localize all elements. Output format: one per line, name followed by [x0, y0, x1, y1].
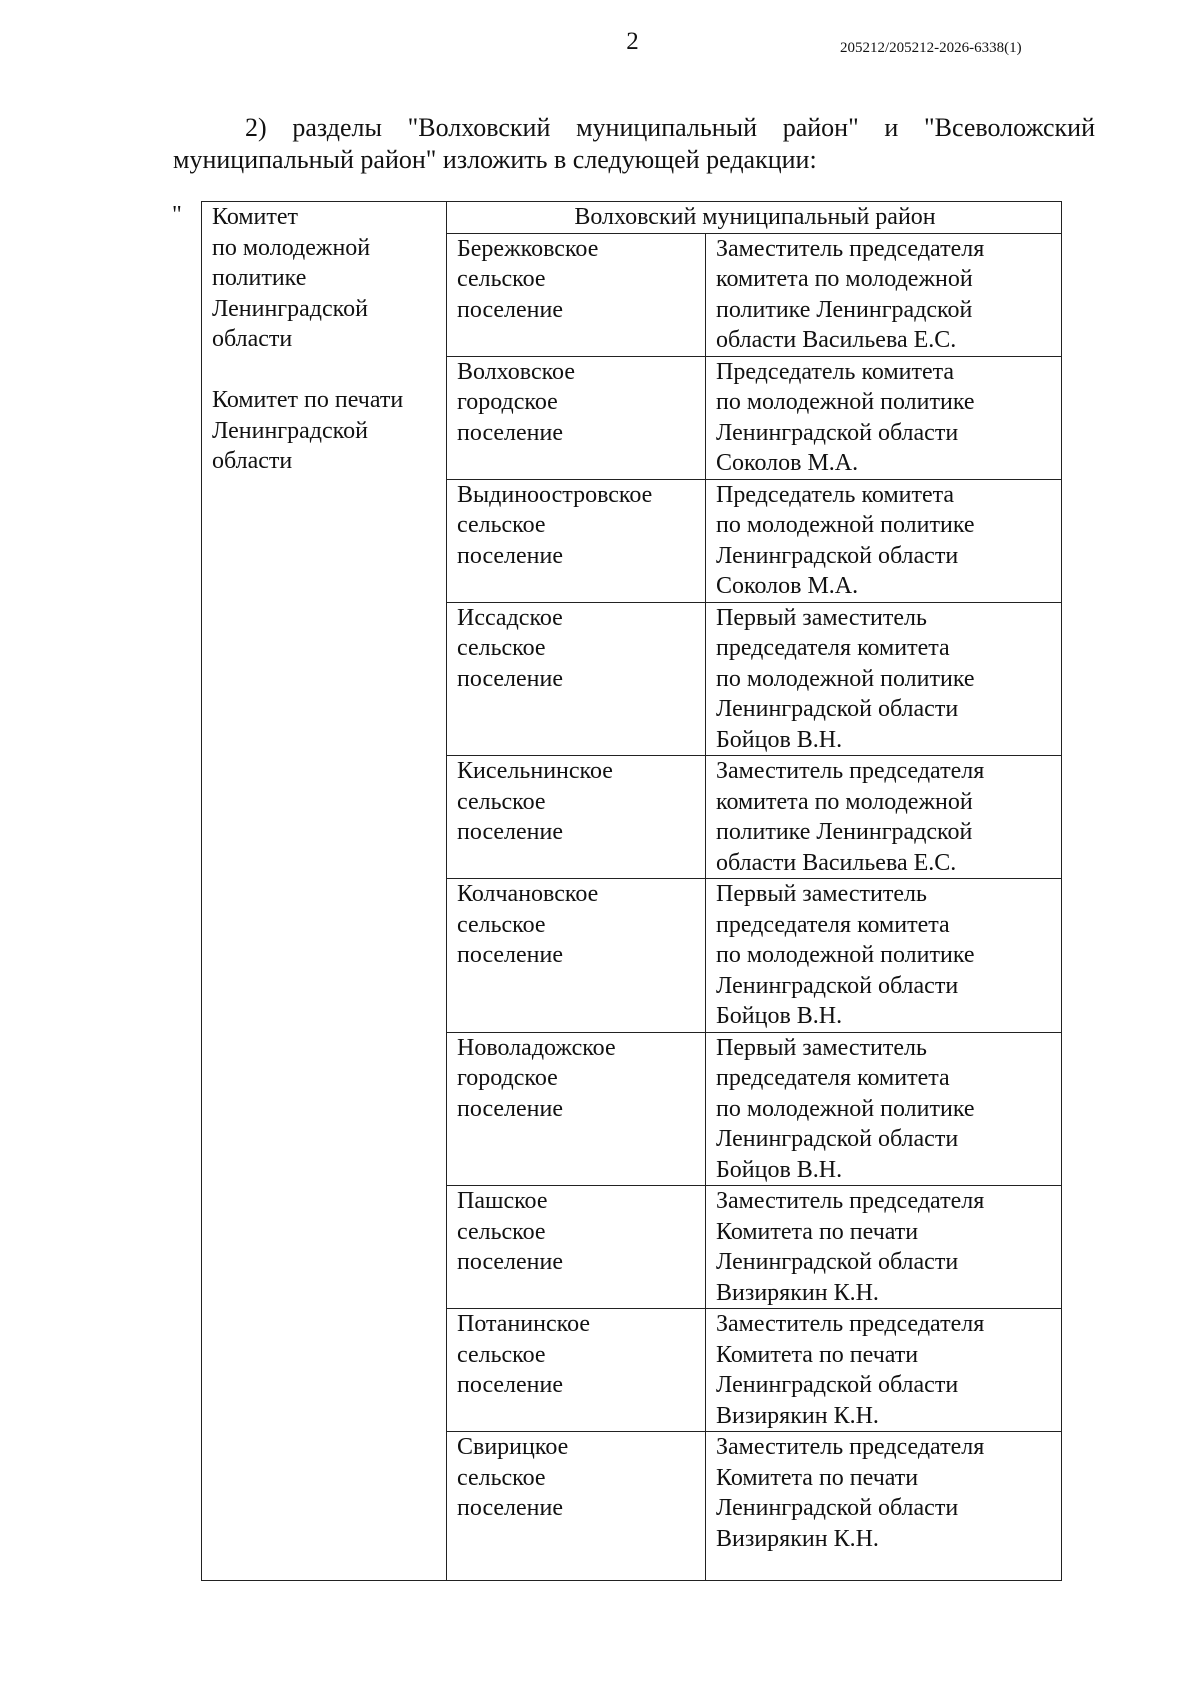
settlement-name-line: Потанинское — [457, 1311, 591, 1337]
settlement-name-line: сельское — [457, 788, 546, 815]
committee-press-line: Ленинградской — [212, 417, 368, 444]
settlement-name-line: поселение — [457, 942, 564, 968]
responsible-cell — [706, 1309, 1062, 1432]
settlement-name-line: Выдиноостровское — [457, 481, 653, 508]
responsible-person-line: Заместитель председателя — [716, 1311, 985, 1337]
settlement-name-line: Свирицкое — [457, 1434, 569, 1460]
responsible-person-line: председателя комитета — [716, 911, 950, 938]
responsible-person-line: Председатель комитета — [716, 481, 955, 508]
responsible-cell — [706, 756, 1062, 879]
committee-youth-policy-line: политике — [212, 265, 307, 291]
responsible-person-line: Ленинградской области — [716, 419, 959, 446]
responsible-person-line: Бойцов В.Н. — [716, 1003, 843, 1029]
committee-youth-policy — [212, 202, 438, 355]
settlement-name-line: Пашское — [457, 1188, 548, 1214]
settlement-name-line: Волховское — [457, 358, 575, 385]
responsible-person-line: Визирякин К.Н. — [716, 1279, 879, 1306]
responsible-person-line: Председатель комитета — [716, 358, 955, 385]
responsible-cell — [706, 1032, 1062, 1186]
responsible-person-line: Комитета по печати — [716, 1218, 919, 1245]
responsible-cell — [706, 356, 1062, 479]
settlement-cell — [447, 1309, 706, 1432]
settlement-name-line: поселение — [457, 665, 564, 692]
settlement-cell — [447, 479, 706, 602]
responsible-person-line: председателя комитета — [716, 1065, 950, 1091]
responsible-person-line: Заместитель председателя — [716, 1188, 985, 1214]
committee-youth-policy-line: Ленинградской — [212, 295, 368, 322]
responsible-person-line: по молодежной политике — [716, 1095, 975, 1122]
committee-cell — [202, 202, 447, 1581]
responsible-person-line: Комитета по печати — [716, 1341, 919, 1368]
responsible-person-line: Визирякин К.Н. — [716, 1525, 879, 1552]
settlement-name-line: поселение — [457, 819, 564, 845]
settlement-name-line: поселение — [457, 419, 564, 446]
responsible-person-line: Ленинградской области — [716, 542, 959, 569]
responsible-person-line: комитета по молодежной — [716, 266, 973, 292]
settlement-name-line: Кисельнинское — [457, 758, 613, 784]
settlement-name-line: поселение — [457, 1249, 564, 1275]
settlement-name-line: поселение — [457, 542, 564, 569]
committee-press — [212, 385, 438, 477]
settlement-name-line: поселение — [457, 296, 564, 323]
settlement-cell — [447, 1432, 706, 1581]
responsible-person-line: председателя комитета — [716, 635, 950, 661]
responsible-person-line: Заместитель председателя — [716, 1434, 985, 1460]
responsible-person-line: по молодежной политике — [716, 942, 975, 968]
settlement-cell — [447, 233, 706, 356]
table-body — [202, 202, 1062, 1581]
responsible-cell — [706, 479, 1062, 602]
settlement-name-line: сельское — [457, 266, 546, 292]
responsible-person-line: комитета по молодежной — [716, 788, 973, 815]
responsible-cell — [706, 602, 1062, 756]
responsible-person-line: области Васильева Е.С. — [716, 849, 957, 876]
assignment-table — [201, 201, 1062, 1581]
responsible-person-line: Бойцов В.Н. — [716, 726, 843, 753]
page-number: 2 — [626, 28, 639, 55]
settlement-name-line: сельское — [457, 911, 546, 938]
responsible-person-line: Ленинградской области — [716, 1372, 959, 1398]
responsible-person-line: Заместитель председателя — [716, 235, 985, 262]
responsible-person-line: Визирякин К.Н. — [716, 1402, 879, 1429]
committee-press-line: Комитет по печати — [212, 387, 404, 413]
settlement-cell — [447, 602, 706, 756]
settlement-name-line: сельское — [457, 1218, 546, 1245]
responsible-person-line: Ленинградской области — [716, 1126, 959, 1152]
responsible-person-line: Ленинградской области — [716, 696, 959, 722]
settlement-cell — [447, 356, 706, 479]
responsible-person-line: Бойцов В.Н. — [716, 1156, 843, 1183]
settlement-name-line: Колчановское — [457, 881, 599, 907]
settlement-name-line: поселение — [457, 1095, 564, 1122]
settlement-name-line: сельское — [457, 1341, 546, 1368]
responsible-person-line: Соколов М.А. — [716, 573, 859, 599]
responsible-person-line: Ленинградской области — [716, 972, 959, 999]
settlement-cell — [447, 1032, 706, 1186]
settlement-name-line: Бережковское — [457, 235, 599, 262]
responsible-person-line: по молодежной политике — [716, 665, 975, 692]
responsible-cell — [706, 879, 1062, 1033]
settlement-name-line: поселение — [457, 1495, 564, 1521]
responsible-person-line: по молодежной политике — [716, 389, 975, 415]
committee-press-line: области — [212, 448, 293, 474]
responsible-person-line: Первый заместитель — [716, 604, 927, 631]
committee-youth-policy-line: Комитет — [212, 204, 299, 230]
settlement-name-line: поселение — [457, 1372, 564, 1398]
responsible-person-line: Ленинградской области — [716, 1249, 959, 1275]
document-id: 205212/205212-2026-6338(1) — [840, 40, 1022, 56]
responsible-person-line: области Васильева Е.С. — [716, 327, 957, 353]
settlement-cell — [447, 1186, 706, 1309]
responsible-person-line: политике Ленинградской — [716, 819, 973, 845]
settlement-name-line: сельское — [457, 635, 546, 661]
settlement-cell — [447, 879, 706, 1033]
committee-youth-policy-line: области — [212, 326, 293, 352]
settlement-name-line: Новоладожское — [457, 1034, 616, 1061]
responsible-cell — [706, 1186, 1062, 1309]
responsible-person-line: Заместитель председателя — [716, 758, 985, 784]
intro-paragraph: 2) разделы "Волховский муниципальный район" и "Всеволожский муниципальный район" изложить в следующей редакции: — [173, 113, 1095, 174]
responsible-person-line: Комитета по печати — [716, 1464, 919, 1491]
settlement-name-line: Иссадское — [457, 604, 563, 631]
settlement-cell — [447, 756, 706, 879]
responsible-cell — [706, 1432, 1062, 1581]
committee-youth-policy-line: по молодежной — [212, 234, 371, 261]
responsible-person-line: по молодежной политике — [716, 512, 975, 538]
settlement-name-line: сельское — [457, 512, 546, 538]
responsible-person-line: Первый заместитель — [716, 881, 927, 907]
opening-quote-mark: " — [172, 202, 182, 228]
responsible-person-line: Соколов М.А. — [716, 450, 859, 476]
responsible-person-line: Первый заместитель — [716, 1034, 927, 1061]
district-heading: Волховский муниципальный район — [447, 202, 1062, 234]
responsible-person-line: политике Ленинградской — [716, 296, 973, 323]
responsible-cell — [706, 233, 1062, 356]
settlement-name-line: городское — [457, 1065, 558, 1091]
responsible-person-line: Ленинградской области — [716, 1495, 959, 1521]
settlement-name-line: городское — [457, 389, 558, 415]
settlement-name-line: сельское — [457, 1464, 546, 1491]
table-row-district — [202, 202, 1062, 234]
